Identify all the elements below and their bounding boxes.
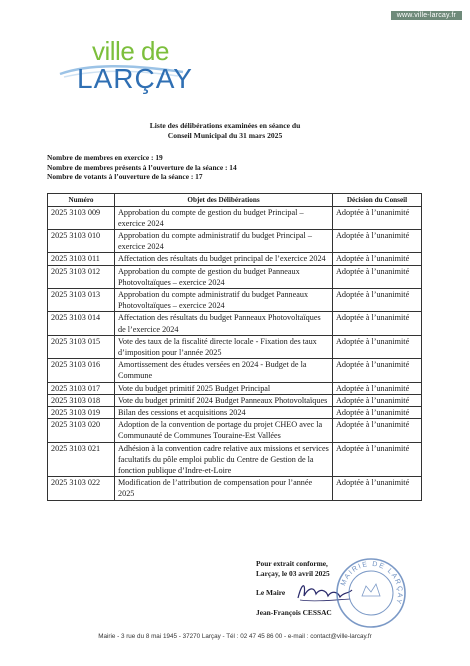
website-url-badge: www.ville-larcay.fr: [391, 11, 462, 20]
table-header-row: [48, 194, 422, 207]
row-objet: Adoption de la convention de portage du projet CHEO avec la Communauté de Communes Touraine-Est Vallées: [115, 419, 333, 442]
row-decision: Adoptée à l’unanimité: [333, 442, 422, 477]
row-decision: Adoptée à l’unanimité: [333, 419, 422, 442]
members-count: Nombre de membres en exercice : 19: [47, 153, 163, 162]
table-row: [48, 312, 422, 335]
header-numero: Numéro: [48, 194, 115, 207]
logo-ville-text: ville de: [92, 36, 169, 66]
row-number: 2025 3103 020: [48, 419, 115, 442]
row-decision: Adoptée à l’unanimité: [333, 265, 422, 288]
table-row: [48, 288, 422, 311]
row-objet: Bilan des cessions et acquisitions 2024: [115, 406, 333, 418]
table-row: [48, 206, 422, 229]
row-decision: Adoptée à l’unanimité: [333, 229, 422, 252]
title-line-2: Conseil Municipal du 31 mars 2025: [167, 131, 283, 140]
town-hall-stamp-icon: [334, 556, 408, 630]
town-logo: [58, 36, 193, 108]
mayor-name: Jean-François CESSAC: [256, 607, 332, 617]
header-decision: Décision du Conseil: [333, 194, 422, 207]
row-number: 2025 3103 019: [48, 406, 115, 418]
row-number: 2025 3103 013: [48, 288, 115, 311]
row-number: 2025 3103 015: [48, 335, 115, 358]
row-number: 2025 3103 009: [48, 206, 115, 229]
logo-larcay-text: LARÇAY: [77, 63, 193, 94]
row-number: 2025 3103 021: [48, 442, 115, 477]
place-date: Larçay, le 03 avril 2025: [256, 568, 330, 578]
row-objet: Affectation des résultats du budget Panneaux Photovoltaïques de l’exercice 2024: [115, 312, 333, 335]
title-line-1: Liste des délibérations examinées en séance du: [149, 121, 301, 130]
present-count: Nombre de membres présents à l’ouverture de la séance : 14: [47, 162, 237, 172]
row-objet: Approbation du compte de gestion du budget Panneaux Photovoltaïques – exercice 2024: [115, 265, 333, 288]
table-row: [48, 265, 422, 288]
row-number: 2025 3103 017: [48, 382, 115, 394]
row-number: 2025 3103 014: [48, 312, 115, 335]
row-objet: Vote du budget primitif 2024 Budget Panneaux Photovoltaïques: [115, 394, 333, 406]
row-number: 2025 3103 011: [48, 253, 115, 265]
session-counts: [47, 153, 237, 182]
table-row: [48, 359, 422, 382]
deliberations-table: [47, 193, 422, 501]
table-row: [48, 477, 422, 500]
table-row: [48, 442, 422, 477]
row-objet: Modification de l’attribution de compensation pour l’année 2025: [115, 477, 333, 500]
header-objet: Objet des Délibérations: [115, 194, 333, 207]
row-number: 2025 3103 016: [48, 359, 115, 382]
footer-contact: Mairie - 3 rue du 8 mai 1945 - 37270 Larçay - Tél : 02 47 45 86 00 - e-mail : contact@ville-larcay.fr: [98, 633, 372, 640]
table-row: [48, 229, 422, 252]
row-objet: Approbation du compte administratif du budget Principal – exercice 2024: [115, 229, 333, 252]
row-decision: Adoptée à l’unanimité: [333, 382, 422, 394]
row-number: 2025 3103 012: [48, 265, 115, 288]
row-decision: Adoptée à l’unanimité: [333, 312, 422, 335]
stamp-text: MAIRIE DE LARÇAY: [339, 560, 404, 606]
row-decision: Adoptée à l’unanimité: [333, 335, 422, 358]
row-number: 2025 3103 010: [48, 229, 115, 252]
table-row: [48, 335, 422, 358]
row-objet: Vote des taux de la fiscalité directe locale - Fixation des taux d’imposition pour l’année 2025: [115, 335, 333, 358]
table-row: [48, 406, 422, 418]
row-decision: Adoptée à l’unanimité: [333, 394, 422, 406]
row-objet: Adhésion à la convention cadre relative aux missions et services facultatifs du pôle emploi public du Centre de Gestion de la fonction publique d’Indre-et-Loire: [115, 442, 333, 477]
table-row: [48, 253, 422, 265]
table-row: [48, 382, 422, 394]
extract-conformity: Pour extrait conforme,: [256, 559, 328, 568]
row-objet: Vote du budget primitif 2025 Budget Principal: [115, 382, 333, 394]
row-decision: Adoptée à l’unanimité: [333, 477, 422, 500]
row-objet: Approbation du compte de gestion du budget Principal – exercice 2024: [115, 206, 333, 229]
row-decision: Adoptée à l’unanimité: [333, 359, 422, 382]
row-decision: Adoptée à l’unanimité: [333, 288, 422, 311]
row-decision: Adoptée à l’unanimité: [333, 206, 422, 229]
table-row: [48, 419, 422, 442]
voters-count: Nombre de votants à l’ouverture de la séance : 17: [47, 172, 203, 182]
mayor-role: Le Maire: [256, 588, 286, 598]
document-title: [110, 121, 340, 141]
table-row: [48, 394, 422, 406]
row-decision: Adoptée à l’unanimité: [333, 406, 422, 418]
row-objet: Affectation des résultats du budget principal de l’exercice 2024: [115, 253, 333, 265]
row-number: 2025 3103 022: [48, 477, 115, 500]
row-objet: Amortissement des études versées en 2024 - Budget de la Commune: [115, 359, 333, 382]
row-number: 2025 3103 018: [48, 394, 115, 406]
row-decision: Adoptée à l’unanimité: [333, 253, 422, 265]
row-objet: Approbation du compte administratif du budget Panneaux Photovoltaïques – exercice 2024: [115, 288, 333, 311]
